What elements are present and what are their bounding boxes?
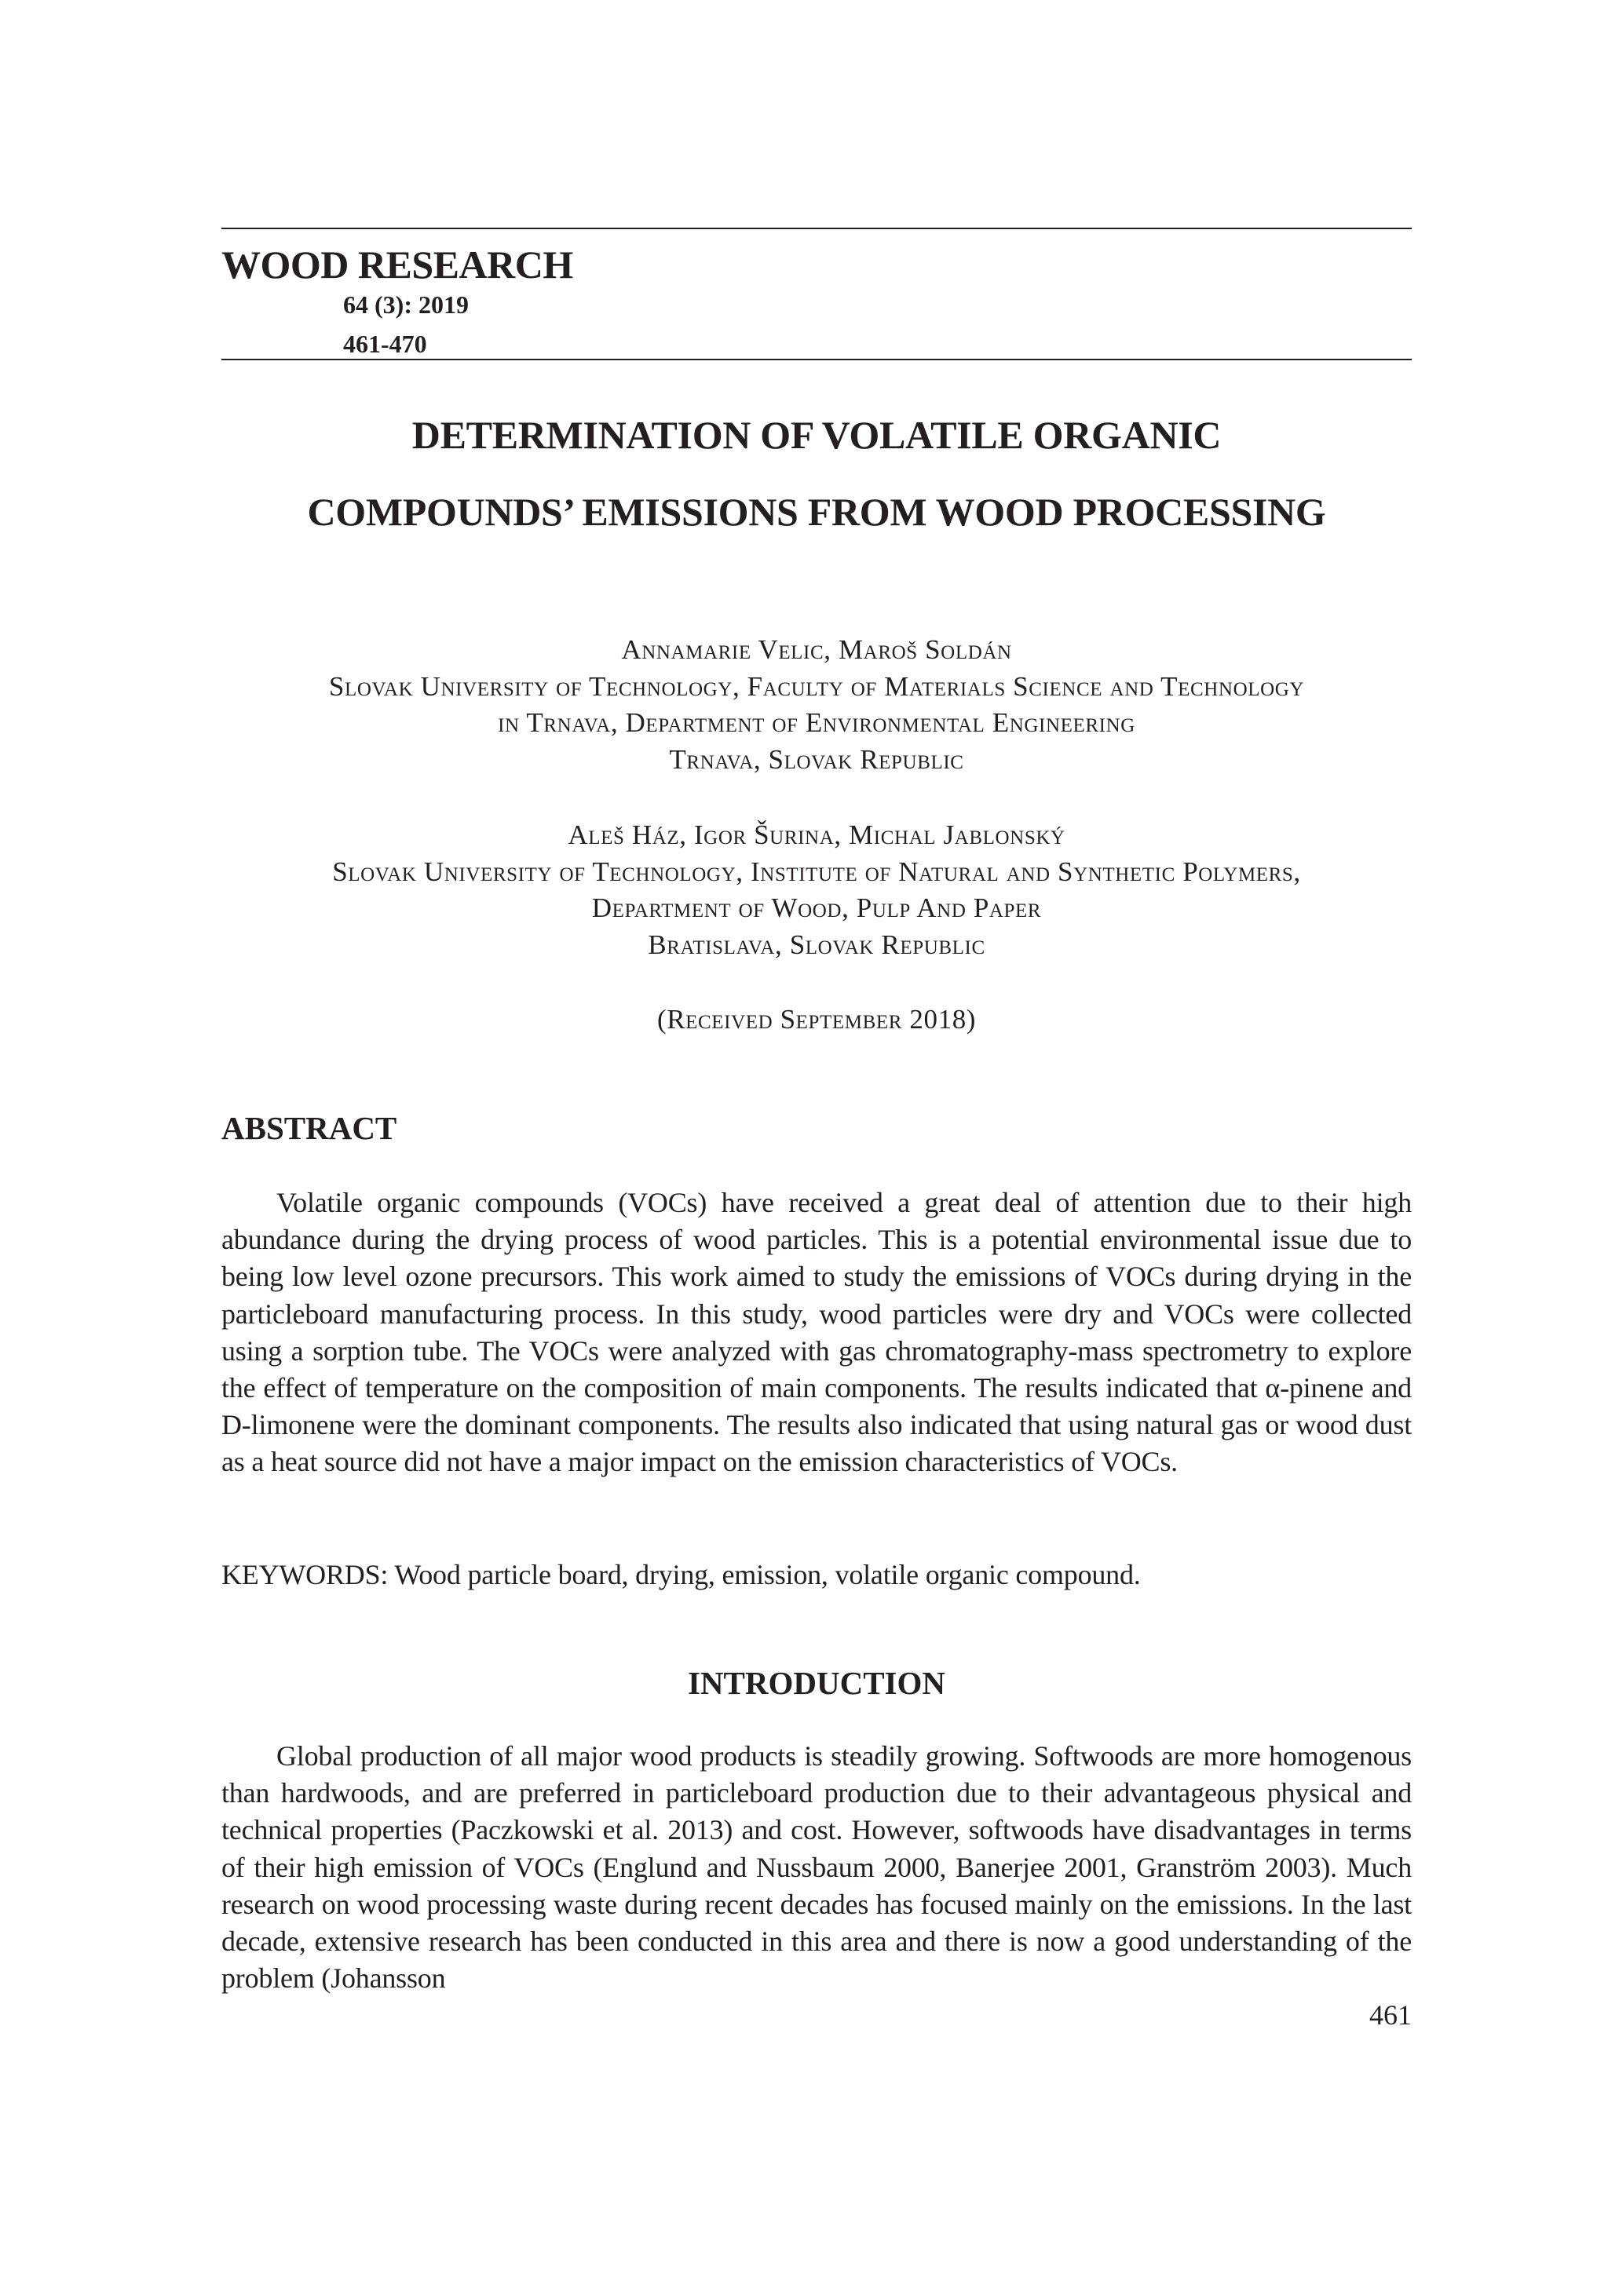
affiliation-line: Bratislava, Slovak Republic (648, 929, 985, 960)
affiliation-line: Slovak University of Technology, Faculty of Materials Science and Technology (328, 670, 1305, 702)
affiliation-line: Trnava, Slovak Republic (669, 743, 964, 775)
affiliation-line: in Trnava, Department of Environmental Engineering (498, 707, 1135, 738)
affiliation-line: Slovak University of Technology, Institute of Natural and Synthetic Polymers, (332, 856, 1301, 887)
paper-title-line-2: COMPOUNDS’ EMISSIONS FROM WOOD PROCESSING (307, 490, 1326, 534)
paper-page (221, 0, 1412, 2296)
abstract-heading: ABSTRACT (221, 1110, 397, 1146)
author-names: Aleš Ház, Igor Šurina, Michal Jablonský (568, 819, 1065, 850)
keywords: KEYWORDS: Wood particle board, drying, emission, volatile organic compound. (221, 1559, 1141, 1590)
journal-page-range: 461-470 (343, 330, 427, 358)
introduction-heading: INTRODUCTION (687, 1665, 946, 1701)
author-names: Annamarie Velic, Maroš Soldán (621, 634, 1012, 665)
journal-issue: 64 (3): 2019 (343, 290, 469, 319)
paper-title-line-1: DETERMINATION OF VOLATILE ORGANIC (411, 413, 1222, 457)
header-top-rule (221, 228, 1412, 229)
journal-name: WOOD RESEARCH (221, 243, 573, 287)
page-number: 461 (1369, 1999, 1412, 2031)
affiliation-line: Department of Wood, Pulp And Paper (591, 892, 1042, 923)
author-group-2 (221, 817, 1412, 963)
introduction-text: Global production of all major wood products is steadily growing. Softwoods are more homogenous than hardwoods, and are preferred in particleboard production due to their advantageous physical and technical properties (Paczkowski et al. 2013) and cost. However, softwoods have disadvantages in terms of their high emission of VOCs (Englund and Nussbaum 2000, Banerjee 2001, Granström 2003). Much research on wood processing waste during recent decades has focused mainly on the emissions. In the last decade, extensive research has been conducted in this area and there is now a good understanding of the problem (Johansson (221, 1740, 1412, 1995)
paper-title (221, 396, 1412, 550)
received-date: (Received September 2018) (656, 1004, 977, 1035)
header-bottom-rule (221, 359, 1412, 360)
author-group-1 (221, 632, 1412, 778)
abstract-text: Volatile organic compounds (VOCs) have received a great deal of attention due to their high abundance during the drying process of wood particles. This is a potential environmental issue due to being low level ozone precursors. This work aimed to study the emissions of VOCs during drying in the particleboard manufacturing process. In this study, wood particles were dry and VOCs were collected using a sorption tube. The VOCs were analyzed with gas chromatography-mass spectrometry to explore the effect of temperature on the composition of main components. The results indicated that α-pinene and D-limonene were the dominant components. The results also indicated that using natural gas or wood dust as a heat source did not have a major impact on the emission characteristics of VOCs. (221, 1187, 1412, 1478)
